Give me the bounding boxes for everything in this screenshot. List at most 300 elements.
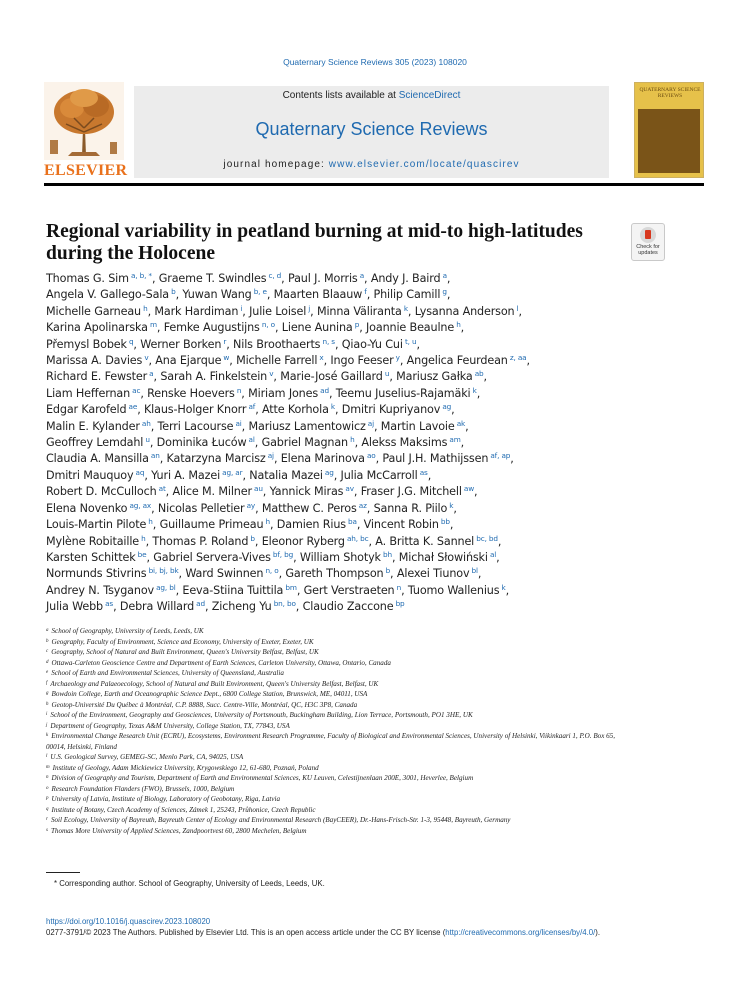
author-name: Julia Webb — [46, 600, 104, 614]
author-affiliation-marker[interactable]: ai — [235, 418, 242, 428]
affiliation-item — [46, 794, 626, 805]
author-affiliation-marker[interactable]: ao — [366, 451, 376, 461]
author-affiliation-marker[interactable]: bf, bg — [272, 549, 294, 559]
author-line — [46, 402, 626, 418]
affiliation-text: Department of Geography, Texas A&M University, College Station, TX, 77843, USA — [50, 721, 290, 730]
author-affiliation-marker[interactable]: aw — [463, 484, 475, 494]
author[interactable]: Angela V. Gallego-Sala $^b$, — [46, 287, 183, 302]
journal-cover-image[interactable] — [634, 82, 704, 178]
author[interactable]: Eeva-Stiina Tuittila $^{bm}$, — [182, 582, 304, 597]
author-affiliation-marker[interactable]: x — [319, 353, 324, 363]
author[interactable]: Marissa A. Davies $^v$, — [46, 353, 156, 368]
author-line — [46, 468, 626, 484]
author-affiliation-marker[interactable]: am — [449, 435, 461, 445]
affiliation-item — [46, 763, 626, 774]
author-name: Mylène Robitaille — [46, 534, 140, 548]
author[interactable]: Elena Novenko $^{ag, ax}$, — [46, 500, 158, 515]
author[interactable]: Nicolas Pelletier $^{ay}$, — [157, 500, 262, 515]
author-affiliation-marker[interactable]: a — [149, 369, 154, 379]
author-affiliation-marker[interactable]: af — [248, 402, 256, 412]
author[interactable]: William Shotyk $^{bh}$, — [299, 549, 399, 564]
author[interactable]: Mariusz Lamentowicz $^{aj}$, — [248, 418, 381, 433]
author-name: Louis-Martin Pilote — [46, 518, 147, 532]
license-line — [46, 928, 600, 937]
author-affiliation-marker[interactable]: b — [385, 566, 391, 576]
author-affiliation-marker[interactable]: ak — [456, 418, 466, 428]
author[interactable]: Natalia Mazei $^{ag}$, — [249, 467, 341, 482]
author-affiliation-marker[interactable]: n, o — [261, 320, 275, 330]
author-affiliation-marker[interactable]: g — [442, 287, 447, 297]
author-affiliation-marker[interactable]: ag, bl — [156, 582, 176, 592]
author[interactable]: Zicheng Yu $^{bn, bo}$, — [211, 599, 303, 614]
author[interactable]: Normunds Stivrins $^{bi, bj, bk}$, — [46, 566, 186, 581]
author[interactable]: Yannick Miras $^{av}$, — [269, 484, 361, 499]
author-line — [46, 337, 626, 353]
author-line — [46, 320, 626, 336]
author-name: Dmitri Kupriyanov — [341, 403, 441, 417]
bookmark-icon — [640, 227, 656, 243]
author-affiliation-marker[interactable]: ae — [128, 402, 138, 412]
author[interactable]: Mark Hardiman $^i$, — [154, 303, 250, 318]
author[interactable]: Minna Väliranta $^k$, — [316, 303, 415, 318]
author[interactable]: Gabriel Servera-Vives $^{bf, bg}$, — [153, 549, 300, 564]
author-affiliation-marker[interactable]: be — [137, 549, 147, 559]
author[interactable]: Renske Hoevers $^n$, — [147, 385, 249, 400]
author-affiliation-marker[interactable]: bb — [440, 517, 450, 527]
author-affiliation-marker[interactable]: bc, bd — [476, 533, 498, 543]
author-name: Gabriel Magnan — [261, 436, 348, 450]
affiliation-text: U.S. Geological Survey, GEMEG-SC, Menlo Park, CA, 94025, USA — [50, 753, 244, 761]
corresponding-author-note: * Corresponding author. School of Geography, University of Leeds, Leeds, UK. — [54, 879, 325, 888]
author-line — [46, 517, 626, 533]
affiliation-item — [46, 784, 626, 795]
author-name: A. Britta K. Sannel — [375, 534, 475, 548]
author-affiliation-marker[interactable]: al — [248, 435, 255, 445]
author-affiliation-marker[interactable]: af, ap — [490, 451, 511, 461]
affiliation-item — [46, 700, 626, 711]
author[interactable]: Guillaume Primeau $^h$, — [159, 517, 277, 532]
author-affiliation-marker[interactable]: bp — [395, 599, 405, 609]
author[interactable]: Lysanna Anderson $^l$, — [414, 303, 522, 318]
author[interactable] — [303, 600, 405, 613]
author-affiliation-marker[interactable]: k — [330, 402, 335, 412]
author[interactable]: Martin Lavoie $^{ak}$, — [380, 418, 469, 433]
author[interactable]: Louis-Martin Pilote $^h$, — [46, 517, 160, 532]
author[interactable]: Elena Marinova $^{ao}$, — [280, 451, 383, 466]
author[interactable]: Malin E. Kylander $^{ah}$, — [46, 418, 158, 433]
author-name: Edgar Karofeld — [46, 403, 127, 417]
author-affiliation-marker[interactable]: u — [145, 435, 150, 445]
author[interactable]: Alekss Maksims $^{am}$, — [361, 435, 465, 450]
author[interactable]: Sanna R. Piilo $^k$, — [373, 500, 457, 515]
author-affiliation-marker[interactable]: n, s — [322, 336, 335, 346]
author-affiliation-marker[interactable]: ad — [196, 599, 205, 609]
doi-link[interactable]: https://doi.org/10.1016/j.quascirev.2023.108020 — [46, 917, 211, 926]
affiliation-text: Archaeology and Palaeoecology, School of Natural and Built Environment, Queen's University Belfast, Belfast, UK — [50, 679, 379, 688]
affiliation-key: c — [46, 649, 49, 654]
author[interactable]: Karsten Schittek $^{be}$, — [46, 549, 154, 564]
author-affiliation-marker[interactable]: u — [384, 369, 390, 379]
author-name: Normunds Stivrins — [46, 567, 147, 581]
contents-prefix: Contents lists available at — [282, 90, 399, 101]
author-affiliation-marker[interactable]: k — [403, 303, 408, 313]
author-affiliation-marker[interactable]: n, o — [265, 566, 279, 576]
author[interactable]: Julia McCarroll $^{as}$, — [340, 467, 432, 482]
author-name: Claudia A. Mansilla — [46, 452, 149, 466]
author[interactable]: Alice M. Milner $^{au}$, — [172, 484, 270, 499]
author-affiliation-marker[interactable]: bi, bj, bk — [148, 566, 179, 576]
sciencedirect-link[interactable]: ScienceDirect — [398, 90, 461, 101]
author-line — [46, 566, 626, 582]
check-for-updates-badge[interactable] — [631, 223, 665, 261]
author[interactable]: Maarten Blaauw $^f$, — [273, 287, 374, 302]
author[interactable]: Tuomo Wallenius $^k$, — [407, 582, 510, 597]
author-name: Lysanna Anderson — [414, 304, 515, 318]
author-affiliation-marker[interactable]: w — [223, 353, 230, 363]
author[interactable]: Vincent Robin $^{bb}$, — [363, 517, 454, 532]
affiliation-item — [46, 826, 626, 837]
author-affiliation-marker[interactable]: a — [442, 271, 447, 280]
homepage-link[interactable]: www.elsevier.com/locate/quascirev — [328, 159, 520, 170]
author[interactable]: Paul J. Morris $^a$, — [287, 271, 371, 285]
author[interactable]: Atte Korhola $^k$, — [262, 402, 342, 417]
contents-line — [134, 90, 609, 101]
affiliation-key: b — [46, 638, 49, 644]
affiliation-text: Institute of Botany, Czech Academy of Sciences, Zámek 1, 25243, Průhonice, Czech Republic — [51, 805, 316, 814]
author[interactable]: Ward Swinnen $^{n, o}$, — [185, 566, 286, 581]
author-name: Karsten Schittek — [46, 550, 136, 564]
affiliation-list — [46, 626, 626, 836]
author-affiliation-marker[interactable]: t, u — [404, 336, 417, 346]
author-name: Yuwan Wang — [182, 288, 252, 302]
license-link[interactable]: http://creativecommons.org/licenses/by/4.0/ — [445, 928, 596, 937]
author-name: Ana Ejarque — [155, 354, 222, 368]
affiliation-key: f — [46, 680, 48, 686]
author[interactable]: Andrey N. Tsyganov $^{ag, bl}$, — [46, 582, 183, 597]
author-affiliation-marker[interactable]: j — [308, 303, 311, 313]
author-name: Dominika Łuców — [156, 436, 247, 450]
author[interactable]: Michelle Farrell $^x$, — [236, 353, 331, 368]
cover-title: QUATERNARY SCIENCE REVIEWS — [639, 87, 701, 100]
author[interactable]: Karina Apolinarska $^m$, — [46, 320, 164, 335]
license-suffix: ). — [595, 928, 601, 937]
author[interactable]: Matthew C. Peros $^{az}$, — [261, 500, 374, 515]
affiliation-key: g — [46, 691, 49, 696]
author-affiliation-marker[interactable]: y — [395, 353, 400, 363]
author-affiliation-marker[interactable]: az — [358, 500, 367, 510]
author-name: Joannie Beaulne — [366, 321, 455, 335]
author-affiliation-marker[interactable]: ag — [442, 402, 452, 412]
author[interactable]: Andy J. Baird $^a$, — [370, 271, 451, 285]
author-affiliation-marker[interactable]: r — [223, 336, 227, 346]
affiliation-item — [46, 815, 626, 826]
author[interactable]: Eleonor Ryberg $^{ah, bc}$, — [261, 533, 376, 548]
author-affiliation-marker[interactable]: h — [148, 517, 153, 527]
author[interactable]: Liene Aunina $^p$, — [281, 320, 367, 335]
author-affiliation-marker[interactable]: bm — [285, 582, 297, 592]
author[interactable]: Miriam Jones $^{ad}$, — [248, 385, 336, 400]
author-affiliation-marker[interactable]: ay — [246, 500, 256, 510]
author[interactable]: Graeme T. Swindles $^{c, d}$, — [158, 271, 288, 285]
affiliation-text: Soil Ecology, University of Bayreuth, Bayreuth Center of Ecology and Environmental Research (BayCEER), Dr.-Hans-Frisch-Str. 1-3, 95448, Bayreuth, Germany — [50, 816, 511, 824]
author-name: Gareth Thompson — [285, 567, 384, 581]
author-name: Andrey N. Tsyganov — [46, 583, 154, 597]
author-affiliation-marker[interactable]: av — [345, 484, 354, 494]
author-affiliation-marker[interactable]: as — [105, 599, 114, 609]
author[interactable]: Qiao-Yu Cui $^{t, u}$, — [341, 336, 420, 351]
author[interactable]: Edgar Karofeld $^{ae}$, — [46, 402, 144, 417]
author-line — [46, 369, 626, 385]
author-name: Eeva-Stiina Tuittila — [182, 583, 284, 597]
author-affiliation-marker[interactable]: bl — [471, 566, 478, 576]
affiliation-text: Institute of Geology, Adam Mickiewicz University, Krygowskiego 12, 61-680, Poznań, Poland — [52, 763, 319, 772]
author-affiliation-marker[interactable]: a — [359, 271, 365, 280]
affiliation-text: Division of Geography and Tourism, Department of Earth and Environmental Sciences, KU Leuven, Celestijnenlaan 200E, 3001, Heverlee, Belgium — [51, 774, 474, 782]
author-line — [46, 583, 626, 599]
affiliation-key: q — [46, 806, 49, 812]
author-line — [46, 484, 626, 500]
author[interactable]: Julia Webb $^{as}$, — [46, 599, 120, 614]
affiliation-item — [46, 626, 626, 637]
author-name: Zicheng Yu — [211, 600, 272, 614]
author-name: Renske Hoevers — [147, 386, 235, 400]
author-affiliation-marker[interactable]: ah, bc — [346, 533, 369, 543]
author[interactable]: Terri Lacourse $^{ai}$, — [157, 418, 249, 433]
affiliation-key: j — [46, 722, 48, 728]
author-name: Liene Aunina — [281, 321, 353, 335]
author[interactable]: Gabriel Magnan $^h$, — [261, 435, 362, 450]
affiliation-item — [46, 637, 626, 648]
author[interactable]: Dmitri Mauquoy $^{aq}$, — [46, 467, 152, 482]
author-name: Michelle Farrell — [236, 354, 318, 368]
affiliation-key: a — [46, 628, 49, 633]
author-affiliation-marker[interactable]: h — [456, 320, 461, 330]
header-rule — [44, 183, 704, 186]
author-affiliation-marker[interactable]: q — [128, 336, 134, 346]
author-affiliation-marker[interactable]: h — [141, 533, 146, 543]
author-name: Tuomo Wallenius — [407, 583, 500, 597]
author-name: Guillaume Primeau — [159, 518, 264, 532]
author[interactable]: Teemu Juselius-Rajamäki $^k$, — [335, 385, 481, 400]
author[interactable]: Mariusz Gałka $^{ab}$, — [396, 369, 487, 384]
author[interactable]: Claudia A. Mansilla $^{an}$, — [46, 451, 167, 466]
author-affiliation-marker[interactable]: f — [364, 287, 367, 297]
author-name: Thomas G. Sim — [46, 272, 129, 285]
author-affiliation-marker[interactable]: aj — [367, 418, 374, 428]
author[interactable]: Angelica Feurdean $^{z, aa}$, — [406, 353, 530, 368]
affiliation-key: d — [46, 659, 49, 665]
author[interactable]: Thomas P. Roland $^b$, — [152, 533, 262, 548]
author[interactable]: Alexei Tiunov $^{bl}$, — [396, 566, 482, 581]
author-name: Gert Verstraeten — [303, 583, 395, 597]
affiliation-key: k — [46, 733, 49, 738]
author-affiliation-marker[interactable]: bn, bo — [273, 599, 296, 609]
author-affiliation-marker[interactable]: h — [265, 517, 270, 527]
author-affiliation-marker[interactable]: k — [472, 385, 477, 395]
author-name: Eleonor Ryberg — [261, 534, 345, 548]
author[interactable]: Gareth Thompson $^b$, — [285, 566, 397, 581]
author[interactable]: Dmitri Kupriyanov $^{ag}$, — [341, 402, 455, 417]
author-name: Graeme T. Swindles — [158, 272, 267, 285]
author[interactable]: Joannie Beaulne $^h$, — [366, 320, 465, 335]
author[interactable]: Ana Ejarque $^w$, — [155, 353, 237, 368]
affiliation-item — [46, 752, 626, 763]
affiliation-text: University of Latvia, Institute of Biology, Laboratory of Geobotany, Riga, Latvia — [51, 795, 281, 803]
affiliation-item — [46, 710, 626, 721]
author-name: Robert D. McCulloch — [46, 485, 157, 499]
author-affiliation-marker[interactable]: k — [501, 582, 506, 592]
affiliation-text: Research Foundation Flanders (FWO), Brussels, 1000, Belgium — [51, 784, 235, 793]
author-affiliation-marker[interactable]: b — [171, 287, 176, 297]
author-line — [46, 501, 626, 517]
author-affiliation-marker[interactable]: ag, ax — [129, 500, 152, 510]
author-name: Vincent Robin — [363, 518, 439, 532]
author[interactable]: Dominika Łuców $^{al}$, — [156, 435, 262, 450]
author-affiliation-marker[interactable]: n — [236, 385, 242, 395]
author-affiliation-marker[interactable]: v — [269, 369, 274, 379]
author-affiliation-marker[interactable]: z, aa — [509, 353, 527, 363]
author-affiliation-marker[interactable]: a, b, * — [130, 271, 152, 280]
affiliation-item — [46, 668, 626, 679]
license-text: 0277-3791/© 2023 The Authors. Published by Elsevier Ltd. This is an open access article under the CC BY license ( — [46, 928, 446, 937]
affiliation-item — [46, 689, 626, 700]
affiliation-key: i — [46, 712, 48, 717]
author[interactable]: Marie-José Gaillard $^u$, — [280, 369, 397, 384]
author-name: William Shotyk — [299, 550, 381, 564]
author-affiliation-marker[interactable]: an — [150, 451, 160, 461]
author[interactable]: A. Britta K. Sannel $^{bc, bd}$, — [375, 533, 502, 548]
author-line — [46, 550, 626, 566]
author-affiliation-marker[interactable]: v — [144, 353, 149, 363]
author[interactable]: Thomas G. Sim $^{a, b, *}$, — [46, 271, 159, 285]
author[interactable]: Liam Heffernan $^{ac}$, — [46, 385, 148, 400]
author-list — [46, 271, 626, 616]
author[interactable]: Katarzyna Marcisz $^{aj}$, — [166, 451, 281, 466]
author-name: Klaus-Holger Knorr — [144, 403, 247, 417]
author-name: Natalia Mazei — [249, 468, 323, 482]
author[interactable]: Paul J.H. Mathijssen $^{af, ap}$, — [382, 451, 514, 466]
author-name: Ward Swinnen — [185, 567, 264, 581]
author-affiliation-marker[interactable]: al — [489, 549, 497, 559]
author-affiliation-marker[interactable]: as — [419, 467, 428, 477]
author[interactable]: Gert Verstraeten $^n$, — [303, 582, 408, 597]
author[interactable]: Philip Camill $^g$, — [373, 287, 451, 302]
author-affiliation-marker[interactable]: m — [149, 320, 157, 330]
author-name: Fraser J.G. Mitchell — [360, 485, 462, 499]
affiliation-key: o — [46, 785, 49, 791]
affiliation-key: l — [46, 754, 48, 759]
author-affiliation-marker[interactable]: aj — [267, 451, 274, 461]
author[interactable]: Robert D. McCulloch $^{at}$, — [46, 484, 173, 499]
author[interactable]: Sarah A. Finkelstein $^v$, — [160, 369, 281, 384]
author[interactable]: Michał Słowiński $^{al}$, — [398, 549, 500, 564]
author-name: Alice M. Milner — [172, 485, 252, 499]
author-line — [46, 353, 626, 369]
author[interactable]: Přemysl Bobek $^q$, — [46, 336, 141, 351]
affiliation-key: e — [46, 670, 49, 675]
elsevier-wordmark[interactable]: ELSEVIER — [44, 162, 128, 179]
author[interactable]: Yuwan Wang $^{b, e}$, — [182, 287, 274, 302]
author-name: Mariusz Lamentowicz — [248, 419, 366, 433]
author-affiliation-marker[interactable]: ah — [141, 418, 151, 428]
author-affiliation-marker[interactable]: b, e — [253, 287, 267, 297]
author-name: Matthew C. Peros — [261, 501, 357, 515]
author-name: Sanna R. Piilo — [373, 501, 448, 515]
author-name: Atte Korhola — [262, 403, 329, 417]
author-name: Michał Słowiński — [398, 550, 488, 564]
author-affiliation-marker[interactable]: bh — [382, 549, 392, 559]
author-affiliation-marker[interactable]: au — [254, 484, 263, 494]
author-name: Elena Novenko — [46, 501, 128, 515]
author-name: Dmitri Mauquoy — [46, 468, 134, 482]
author[interactable]: Michelle Garneau $^h$, — [46, 303, 155, 318]
author-name: Miriam Jones — [248, 386, 319, 400]
author[interactable]: Julie Loisel $^j$, — [249, 303, 317, 318]
author-affiliation-marker[interactable]: k — [449, 500, 454, 510]
author-affiliation-marker[interactable]: h — [143, 303, 148, 313]
author-name: Paul J. Morris — [287, 272, 358, 285]
affiliation-key: s — [46, 827, 48, 833]
journal-homepage — [134, 159, 609, 170]
author-affiliation-marker[interactable]: ad — [320, 385, 329, 395]
affiliation-key: n — [46, 775, 49, 780]
author-name: Paul J.H. Mathijssen — [382, 452, 489, 466]
author-name: Přemysl Bobek — [46, 337, 127, 351]
author[interactable]: Nils Broothaerts $^{n, s}$, — [233, 336, 342, 351]
author-affiliation-marker[interactable]: ab — [474, 369, 484, 379]
author-affiliation-marker[interactable]: c, d — [268, 271, 282, 280]
author-affiliation-marker[interactable]: ag — [324, 467, 334, 477]
author-affiliation-marker[interactable]: ac — [132, 385, 141, 395]
affiliation-text: School of Geography, University of Leeds, Leeds, UK — [51, 627, 204, 635]
author-name: Minna Väliranta — [316, 304, 402, 318]
author[interactable]: Mylène Robitaille $^h$, — [46, 533, 153, 548]
author-affiliation-marker[interactable]: ag, ar — [222, 467, 243, 477]
author[interactable]: Fraser J.G. Mitchell $^{aw}$, — [360, 484, 478, 499]
author[interactable]: Yuri A. Mazei $^{ag, ar}$, — [151, 467, 250, 482]
author-affiliation-marker[interactable]: b — [250, 533, 255, 543]
journal-reference[interactable]: Quaternary Science Reviews 305 (2023) 108020 — [283, 57, 467, 67]
author-name: Mariusz Gałka — [396, 370, 473, 384]
affiliation-text: Bowdoin College, Earth and Oceanographic Science Dept., 6800 College Station, Brunswick, ME, 04011, USA — [51, 690, 368, 698]
author-affiliation-marker[interactable]: p — [354, 320, 360, 330]
author-name: Yuri A. Mazei — [151, 468, 221, 482]
author-affiliation-marker[interactable]: at — [158, 484, 166, 494]
author[interactable]: Debra Willard $^{ad}$, — [119, 599, 212, 614]
author[interactable]: Werner Borken $^r$, — [140, 336, 234, 351]
author[interactable]: Ingo Feeser $^y$, — [330, 353, 407, 368]
author-affiliation-marker[interactable]: n — [396, 582, 402, 592]
author-name: Gabriel Servera-Vives — [153, 550, 271, 564]
author-affiliation-marker[interactable]: i — [240, 303, 243, 313]
author-affiliation-marker[interactable]: ba — [348, 517, 357, 527]
author-name: Alekss Maksims — [361, 436, 448, 450]
affiliation-text: School of the Environment, Geography and Geosciences, University of Portsmouth, Buckingham Building, Lion Terrace, Portsmouth, PO1 3HE, UK — [50, 711, 473, 719]
author[interactable]: Damien Rius $^{ba}$, — [276, 517, 364, 532]
affiliation-text: Geography, Faculty of Environment, Science and Economy, University of Exeter, Exeter, UK — [51, 637, 314, 646]
author-affiliation-marker[interactable]: l — [516, 303, 519, 313]
author-line — [46, 599, 626, 615]
author[interactable]: Richard E. Fewster $^a$, — [46, 369, 161, 384]
author[interactable]: Femke Augustijns $^{n, o}$, — [163, 320, 282, 335]
author-affiliation-marker[interactable]: aq — [135, 467, 145, 477]
article-title: Regional variability in peatland burning at mid-to high-latitudes during the Holocene — [46, 221, 583, 264]
author-name: Claudio Zaccone — [302, 600, 394, 614]
author-affiliation-marker[interactable]: h — [350, 435, 355, 445]
author[interactable]: Geoffrey Lemdahl $^u$, — [46, 435, 157, 450]
author[interactable]: Klaus-Holger Knorr $^{af}$, — [144, 402, 262, 417]
journal-title[interactable]: Quaternary Science Reviews — [255, 119, 488, 139]
